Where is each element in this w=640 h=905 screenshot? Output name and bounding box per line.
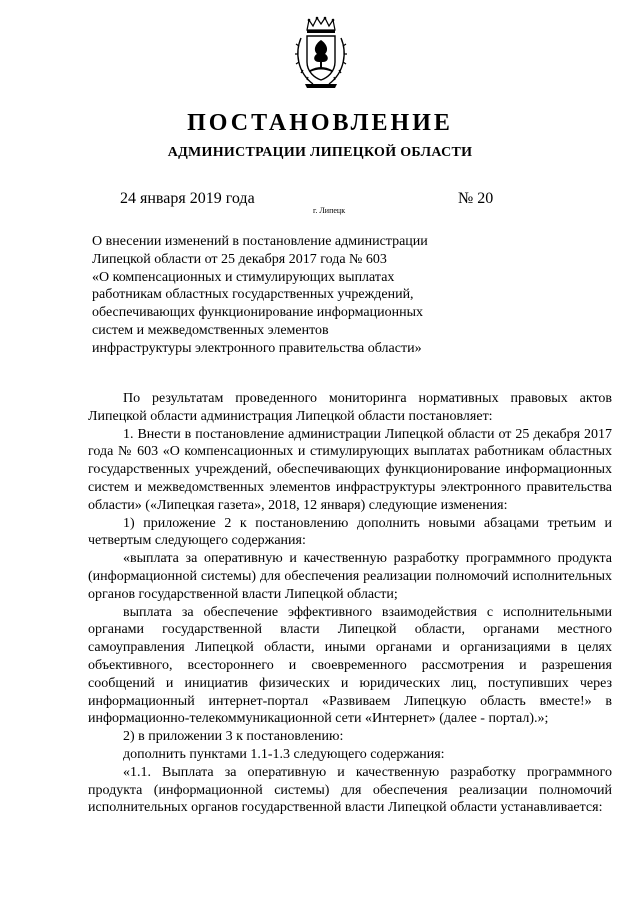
heading-line: О внесении изменений в постановление администрации [92, 234, 428, 249]
heading-line: «О компенсационных и стимулирующих выплатах [92, 269, 395, 285]
paragraph: выплата за обеспечение эффективного взаимодействия с исполнительными органами государственной власти Липецкой области, органами местного самоуправления Липецкой области, иными органами и организациями в целях объективного, всестороннего и своевременного рассмотрения и разрешения сообщений и инициатив физических и юридических лиц, поступивших через информационный интернет-портал «Развиваем Липецкую область вместе!» в информационно-телекоммуникационной сети «Интернет» (далее - портал).»; [88, 604, 612, 727]
heading-line: систем и межведомственных элементов [92, 322, 329, 338]
coat-of-arms-icon [293, 16, 349, 90]
paragraph: 2) в приложении 3 к постановлению: [123, 729, 344, 745]
document-date: 24 января 2019 года [120, 190, 255, 207]
paragraph: «1.1. Выплата за оперативную и качественную разработку программного продукта (информационной системы) для обеспечения реализации полномочий исполнительных органов государственной власти Липецкой области устанавливается: [88, 764, 612, 816]
paragraph: По результатам проведенного мониторинга нормативных правовых актов Липецкой области администрация Липецкой области постановляет: [88, 391, 612, 424]
heading-line: обеспечивающих функционирование информационных [92, 305, 423, 321]
document-city: г. Липецк [313, 206, 346, 215]
document-number: № 20 [458, 190, 494, 207]
heading-line: Липецкой области от 25 декабря 2017 года № 603 [92, 251, 387, 267]
heading-line: работникам областных государственных учреждений, [92, 287, 414, 303]
paragraph: дополнить пунктами 1.1-1.3 следующего содержания: [123, 746, 445, 762]
document-subtitle: АДМИНИСТРАЦИИ ЛИПЕЦКОЙ ОБЛАСТИ [167, 145, 473, 160]
document-heading [92, 233, 432, 358]
document-body [88, 390, 612, 817]
document-title: ПОСТАНОВЛЕНИЕ [187, 110, 453, 136]
paragraph: 1) приложение 2 к постановлению дополнить новыми абзацами третьим и четвертым следующего содержания: [88, 515, 612, 549]
heading-line: инфраструктуры электронного правительства области» [92, 340, 422, 356]
paragraph: 1. Внести в постановление администрации Липецкой области от 25 декабря 2017 года № 603 «О компенсационных и стимулирующих выплатах работникам областных государственных учреждений, обеспечивающих функционирование информационных систем и межведомственных элементов инфраструктуры электронного правительства области» («Липецкая газета», 2018, 12 января) следующие изменения: [88, 426, 612, 513]
paragraph: «выплата за оперативную и качественную разработку программного продукта (информационной системы) для обеспечения реализации полномочий исполнительных органов государственной власти Липецкой области; [88, 551, 612, 602]
